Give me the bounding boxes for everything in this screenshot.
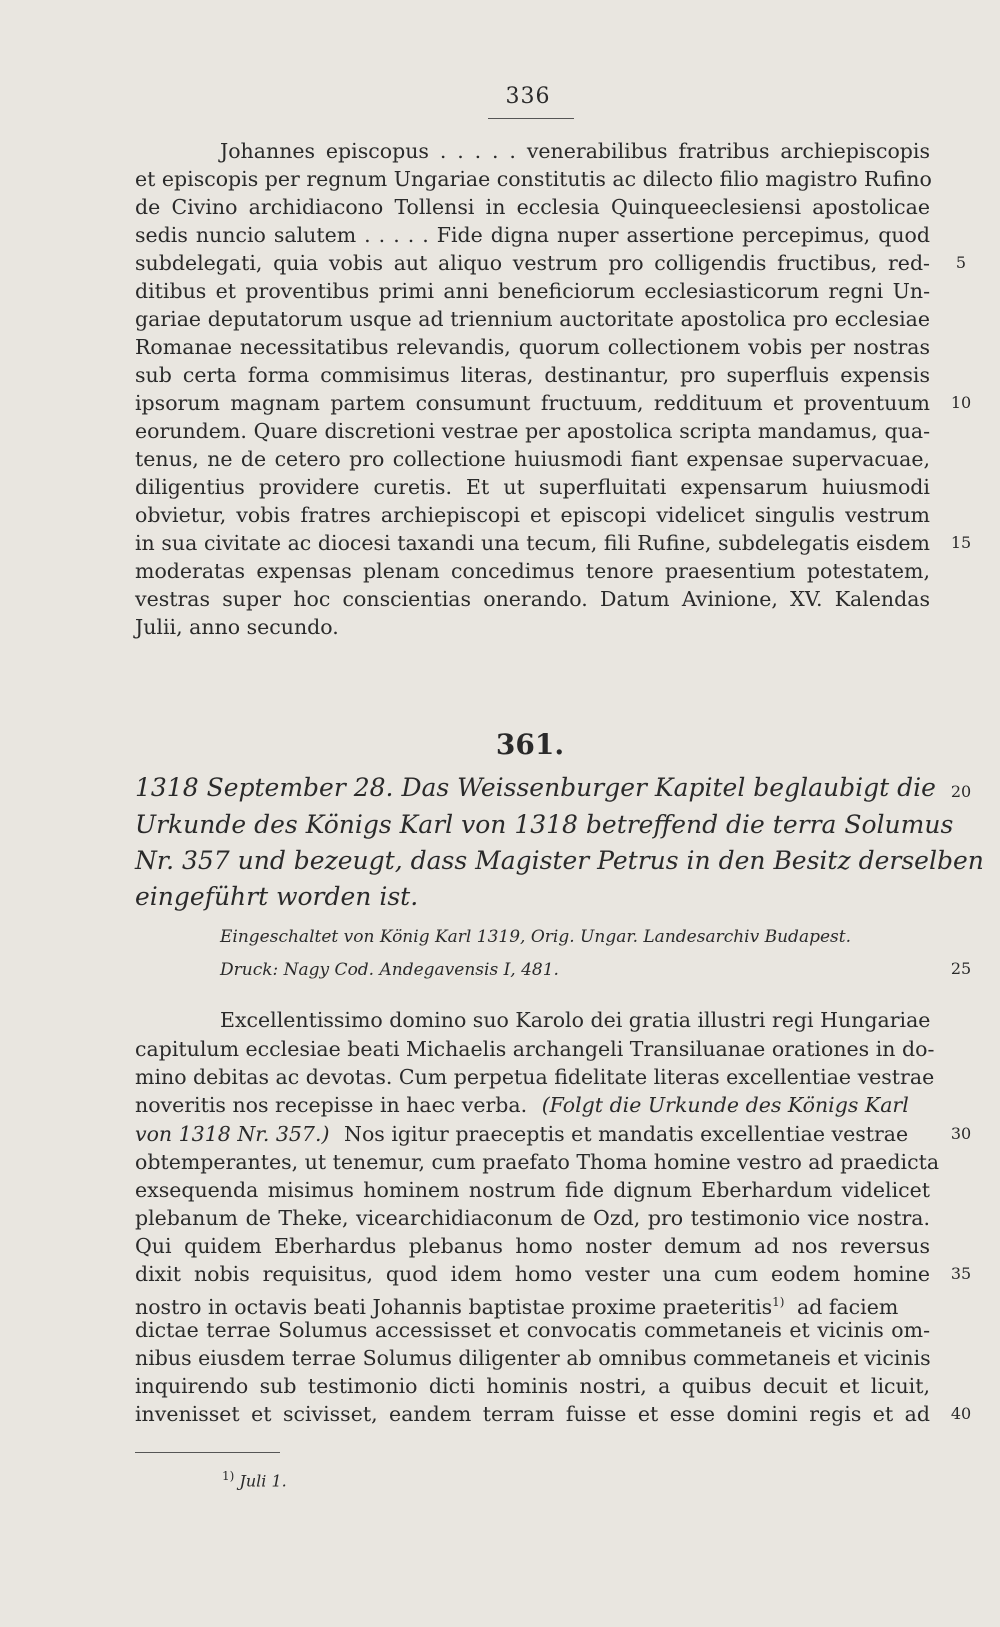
charter-text: Nos igitur praeceptis et mandatis excellentiae vestrae: [344, 1122, 909, 1146]
body-line: et episcopis per regnum Ungariae constitutis ac dilecto filio magistro Rufino: [135, 167, 932, 191]
charter-line: nibus eiusdem terrae Solumus diligenter ab omnibus commetaneis et vicinis: [135, 1346, 931, 1370]
body-line: subdelegati, quia vobis aut aliquo vestrum pro colligendis fructibus, red-: [135, 251, 930, 275]
line-number: 30: [950, 1124, 972, 1143]
body-line: tenus, ne de cetero pro collectione huiusmodi fiant expensae supervacuae,: [135, 447, 930, 471]
charter-line: dictae terrae Solumus accessisset et convocatis commetaneis et vicinis om-: [135, 1318, 930, 1342]
footnote-reference: 1): [772, 1295, 785, 1309]
source-line: Eingeschaltet von König Karl 1319, Orig. Ungar. Landesarchiv Budapest.: [220, 927, 851, 947]
footnote: [222, 1464, 287, 1493]
source-line: Druck: Nagy Cod. Andegavensis I, 481.: [220, 960, 559, 980]
body-line: Johannes episcopus . . . . . venerabilibus fratribus archiepiscopis: [220, 139, 930, 163]
line-number: 10: [950, 393, 972, 412]
charter-text: nostro in octavis beati Johannis baptistae proxime praeteritis: [135, 1294, 773, 1319]
body-line: moderatas expensas plenam concedimus tenore praesentium potestatem,: [135, 559, 930, 583]
charter-line: capitulum ecclesiae beati Michaelis archangeli Transiluanae orationes in do-: [135, 1037, 935, 1061]
footnote-rule: [135, 1452, 280, 1453]
charter-line-mixed: [135, 1091, 930, 1119]
charter-italic-note: von 1318 Nr. 357.): [135, 1122, 330, 1146]
body-line: in sua civitate ac diocesi taxandi una tecum, fili Rufine, subdelegatis eisdem: [135, 531, 930, 555]
body-line: diligentius providere curetis. Et ut superfluitati expensarum huiusmodi: [135, 475, 930, 499]
body-line: de Civino archidiacono Tollensi in ecclesia Quinqueeclesiensi apostolicae: [135, 195, 930, 219]
line-number: 40: [950, 1404, 972, 1423]
body-line: obvietur, vobis fratres archiepiscopi et episcopi videlicet singulis vestrum: [135, 503, 930, 527]
body-line: eorundem. Quare discretioni vestrae per apostolica scripta mandamus, qua-: [135, 419, 930, 443]
charter-line: plebanum de Theke, vicearchidiaconum de Ozd, pro testimonio vice nostra.: [135, 1206, 930, 1230]
body-line: sub certa forma commisimus literas, destinantur, pro superfluis expensis: [135, 363, 930, 387]
line-number: 5: [955, 253, 967, 272]
footnote-marker: 1): [222, 1469, 235, 1483]
heading-line: eingeführt worden ist.: [135, 882, 419, 911]
charter-line: exsequenda misimus hominem nostrum fide dignum Eberhardum videlicet: [135, 1178, 930, 1202]
charter-line: invenisset et scivisset, eandem terram fuisse et esse domini regis et ad: [135, 1402, 930, 1426]
body-line: ditibus et proventibus primi anni beneficiorum ecclesiasticorum regni Un-: [135, 279, 930, 303]
line-number: 25: [950, 959, 972, 978]
charter-line-mixed: [135, 1120, 930, 1148]
charter-line: inquirendo sub testimonio dicti hominis nostri, a quibus decuit et licuit,: [135, 1374, 930, 1398]
body-line: Julii, anno secundo.: [135, 615, 339, 639]
charter-line: Excellentissimo domino suo Karolo dei gratia illustri regi Hungariae: [220, 1008, 931, 1032]
footnote-text: Juli 1.: [239, 1471, 287, 1491]
body-line: gariae deputatorum usque ad triennium auctoritate apostolica pro ecclesiae: [135, 307, 930, 331]
charter-line: dixit nobis requisitus, quod idem homo vester una cum eodem homine: [135, 1262, 930, 1286]
charter-line: obtemperantes, ut tenemur, cum praefato Thoma homine vestro ad praedicta: [135, 1150, 940, 1174]
document-number: 361.: [495, 728, 565, 761]
body-line: sedis nuncio salutem . . . . . Fide digna nuper assertione percepimus, quod: [135, 223, 930, 247]
body-line: ipsorum magnam partem consumunt fructuum, reddituum et proventuum: [135, 391, 930, 415]
heading-line: Nr. 357 und bezeugt, dass Magister Petrus in den Besitz derselben: [135, 846, 984, 875]
charter-text: noveritis nos recepisse in haec verba.: [135, 1093, 528, 1117]
page-number-rule: [488, 118, 574, 119]
body-line: Romanae necessitatibus relevandis, quorum collectionem vobis per nostras: [135, 335, 930, 359]
body-line: vestras super hoc conscientias onerando. Datum Avinione, XV. Kalendas: [135, 587, 930, 611]
line-number: 35: [950, 1264, 972, 1283]
heading-line: Urkunde des Königs Karl von 1318 betreffend die terra Solumus: [135, 810, 954, 839]
line-number: 20: [950, 782, 972, 801]
page-number: 336: [505, 84, 551, 109]
heading-line: 1318 September 28. Das Weissenburger Kapitel beglaubigt die: [135, 773, 936, 802]
charter-line: mino debitas ac devotas. Cum perpetua fidelitate literas excellentiae vestrae: [135, 1065, 935, 1089]
charter-line: Qui quidem Eberhardus plebanus homo noster demum ad nos reversus: [135, 1234, 930, 1258]
charter-italic-note: (Folgt die Urkunde des Königs Karl: [541, 1093, 909, 1117]
line-number: 15: [950, 533, 972, 552]
charter-text: ad faciem: [797, 1294, 899, 1319]
